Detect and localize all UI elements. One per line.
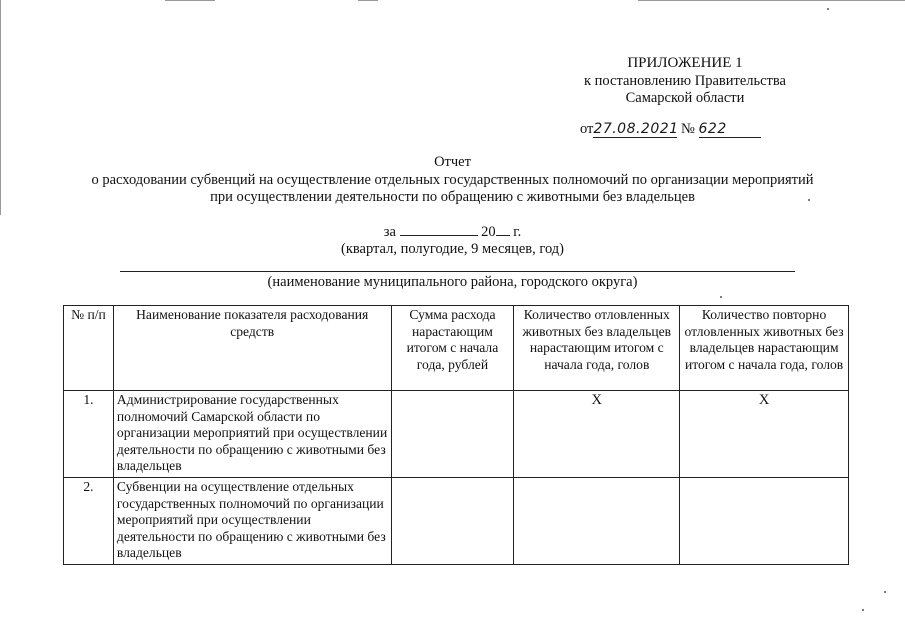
period-line	[0, 222, 905, 241]
period-year-prefix: 20	[481, 224, 496, 240]
decree-line	[580, 121, 761, 138]
row-number: 2.	[64, 478, 114, 565]
table-row	[64, 391, 849, 478]
scan-edge-top-left	[165, 0, 215, 1]
row-recaught-animals: Х	[680, 391, 849, 478]
decree-from-label: от	[580, 121, 594, 137]
row-expense-amount	[391, 391, 514, 478]
municipality-name-line	[120, 271, 795, 272]
period-year-suffix: г.	[513, 224, 522, 240]
header-number: № п/п	[64, 306, 114, 391]
appendix-header	[555, 55, 815, 108]
municipality-name-caption: (наименование муниципального района, городского округа)	[267, 274, 638, 290]
appendix-title: ПРИЛОЖЕНИЕ 1	[627, 55, 743, 71]
header-caught-animals: Количество отловленных животных без владельцев нарастающим итогом с начала года, голов	[514, 306, 680, 391]
report-subtitle-line-1: о расходовании субвенций на осуществление отдельных государственных полномочий по организации мероприятий	[91, 172, 814, 188]
decree-number-label: №	[681, 121, 695, 137]
row-caught-animals: Х	[514, 391, 680, 478]
scan-speck	[862, 609, 864, 611]
year-blank	[496, 222, 510, 236]
table-header-row	[64, 306, 849, 391]
header-expense-amount: Сумма расхода нарастающим итогом с начала года, рублей	[391, 306, 514, 391]
table-row	[64, 478, 849, 565]
scan-edge-top-right	[638, 0, 905, 1]
row-indicator-name: Субвенции на осуществление отдельных государственных полномочий по организации мероприятий при осуществлении деятельности по обращению с животными без владельцев	[113, 478, 391, 565]
row-number: 1.	[64, 391, 114, 478]
scan-edge-top-mid	[358, 0, 378, 1]
row-indicator-name: Администрирование государственных полномочий Самарской области по организации мероприятий при осуществлении деятельности по обращению с животными без владельцев	[113, 391, 391, 478]
period-blank	[400, 222, 478, 236]
report-table	[63, 305, 849, 565]
appendix-line-1: к постановлению Правительства	[584, 72, 786, 89]
scan-speck	[720, 296, 722, 298]
header-indicator-name: Наименование показателя расходования средств	[113, 306, 391, 391]
row-recaught-animals	[680, 478, 849, 565]
report-subtitle-line-2: при осуществлении деятельности по обращению с животными без владельцев	[210, 189, 695, 205]
row-expense-amount	[391, 478, 514, 565]
period-options: (квартал, полугодие, 9 месяцев, год)	[340, 241, 564, 257]
header-recaught-animals: Количество повторно отловленных животных без владельцев нарастающим итогом с начала года, голов	[680, 306, 849, 391]
scan-speck	[884, 591, 886, 593]
period-prefix: за	[383, 224, 396, 240]
row-caught-animals	[514, 478, 680, 565]
decree-number: 622	[699, 122, 761, 138]
scan-speck	[827, 8, 829, 10]
decree-date: 27.08.2021	[593, 121, 679, 137]
report-title: Отчет	[434, 154, 471, 170]
appendix-line-2: Самарской области	[625, 90, 745, 106]
